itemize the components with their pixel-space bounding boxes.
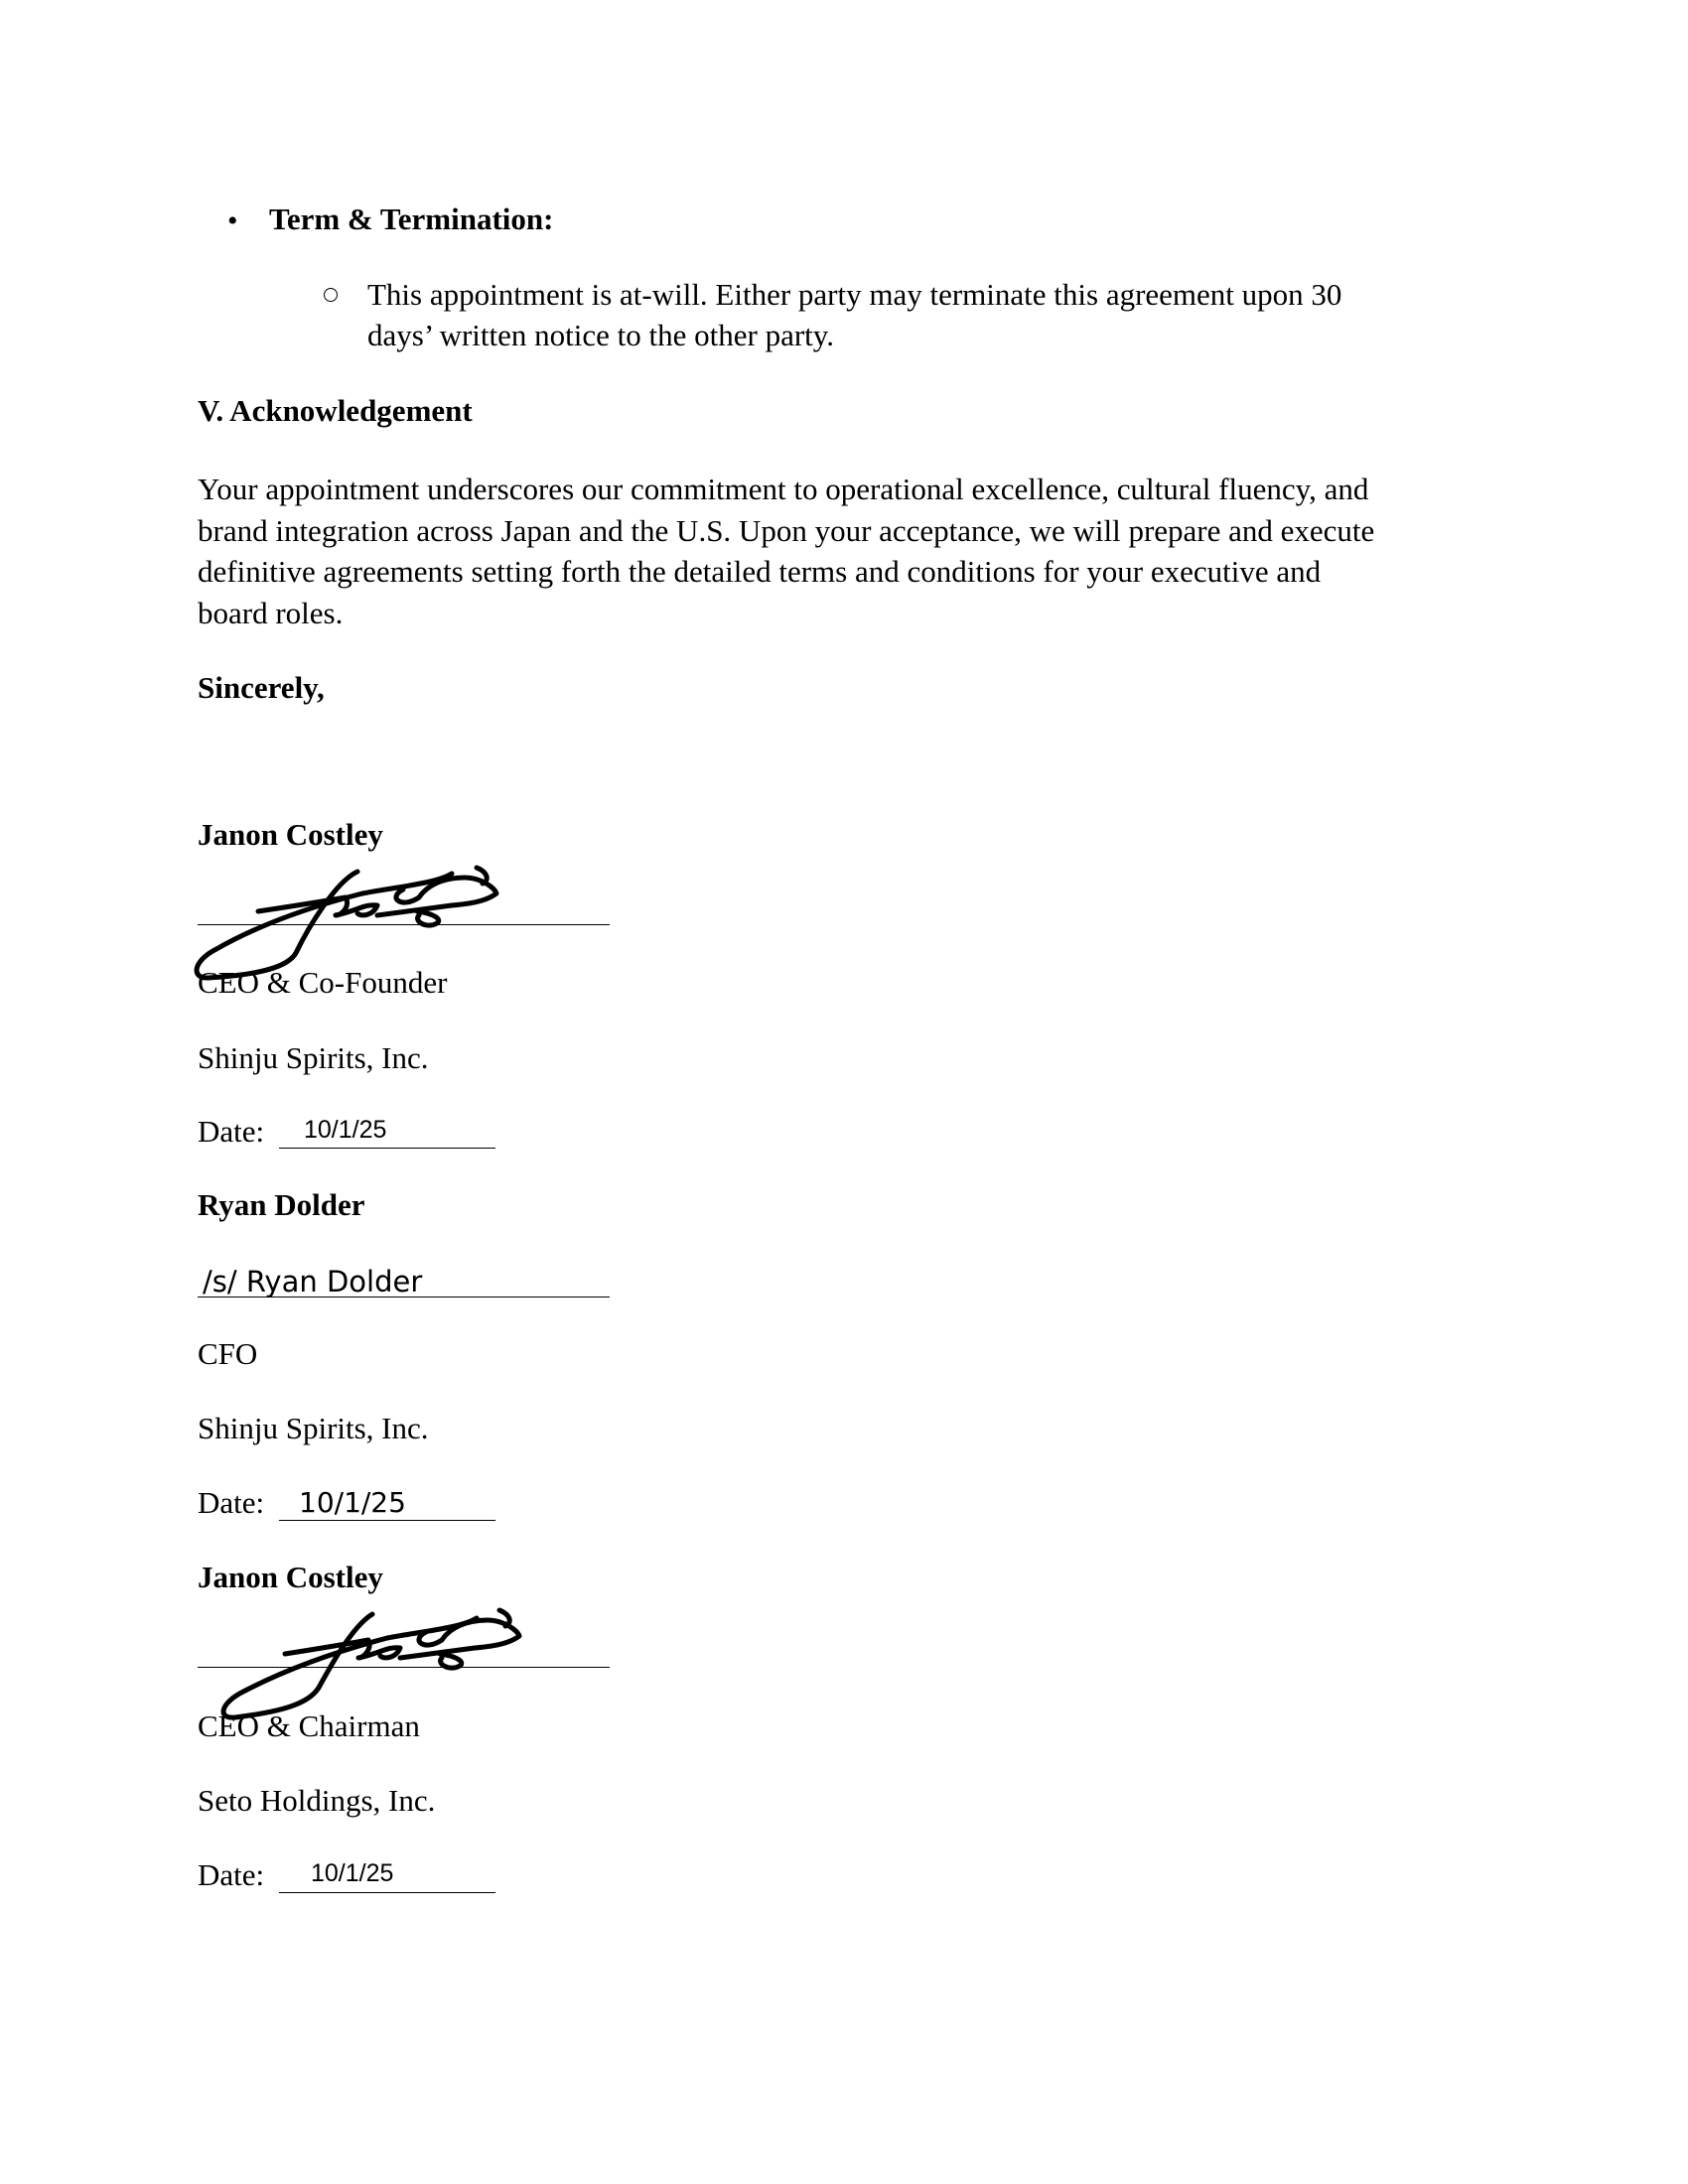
term-text-line-2: days’ written notice to the other party. — [367, 318, 835, 352]
signatory-3-date-value: 10/1/25 — [311, 1859, 394, 1887]
signatory-3-title: CEO & Chairman — [198, 1708, 420, 1743]
signatory-1-company: Shinju Spirits, Inc. — [198, 1040, 429, 1075]
signatory-2-company: Shinju Spirits, Inc. — [198, 1411, 429, 1445]
term-heading: Term & Termination: — [269, 202, 554, 236]
term-text-line-1: This appointment is at-will. Either party may terminate this agreement upon 30 — [367, 277, 1342, 312]
signatory-3-company: Seto Holdings, Inc. — [198, 1783, 436, 1818]
signatory-1-date-value: 10/1/25 — [304, 1116, 387, 1144]
signatory-1-date-line — [279, 1148, 495, 1149]
signatory-2-name: Ryan Dolder — [198, 1187, 365, 1222]
signatory-1-title: CEO & Co-Founder — [198, 965, 448, 1000]
signatory-2-date-value: 10/1/25 — [299, 1486, 406, 1519]
signatory-2-date-line — [279, 1520, 495, 1521]
paragraph-line: definitive agreements setting forth the detailed terms and conditions for your executive and — [198, 554, 1322, 589]
sub-bullet-circle — [324, 288, 338, 302]
signatory-3-date-label: Date: — [198, 1857, 265, 1892]
signatory-3-date-line — [279, 1892, 495, 1893]
paragraph-line: Your appointment underscores our commitment to operational excellence, cultural fluency, and — [198, 472, 1369, 506]
acknowledgement-paragraph — [198, 469, 1488, 633]
signatory-2-date-label: Date: — [198, 1485, 265, 1520]
signatory-3-name: Janon Costley — [198, 1560, 383, 1594]
signatory-1-date-label: Date: — [198, 1114, 265, 1149]
acknowledgement-heading: V. Acknowledgement — [198, 393, 473, 428]
signatory-2-typed-signature: /s/ Ryan Dolder — [203, 1265, 423, 1298]
closing: Sincerely, — [198, 670, 325, 705]
signatory-2-title: CFO — [198, 1336, 258, 1371]
signatory-1-name: Janon Costley — [198, 817, 383, 852]
paragraph-line: board roles. — [198, 595, 344, 630]
bullet-dot: • — [227, 205, 238, 237]
paragraph-line: brand integration across Japan and the U.S. Upon your acceptance, we will prepare and execute — [198, 512, 1375, 548]
